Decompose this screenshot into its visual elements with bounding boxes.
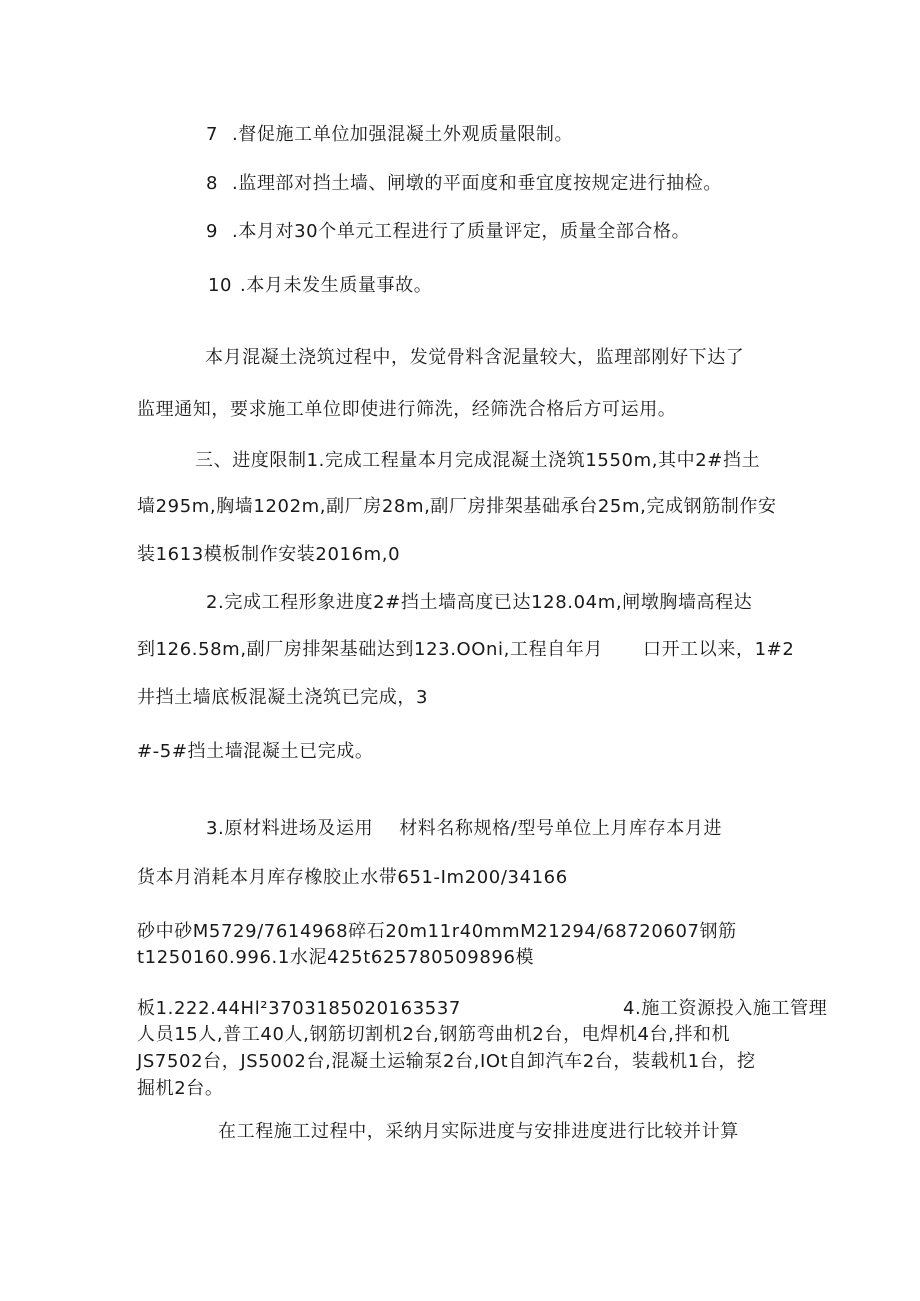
paragraph-line [137,997,827,1021]
paragraph-line: JS7502台，JS5002台,混凝土运输泵2台,IOt自卸汽车2台，装载机1台，挖 [137,1051,756,1072]
item-number: 10 [208,275,233,296]
text-segment: 材料名称规格/型号单位上月库存本月进 [399,818,723,839]
paragraph-line [137,638,794,662]
paragraph-line: 监理通知，要求施工单位即使进行筛洗，经筛洗合格后方可运用。 [137,399,677,420]
text-segment: 3.原材料进场及运用 [206,818,374,839]
paragraph-line: 掘机2台。 [137,1078,224,1099]
item-text: .督促施工单位加强混凝土外观质量限制。 [232,124,574,145]
list-item-8 [206,172,722,196]
text-segment: 4.施工资源投入施工管理 [622,998,828,1019]
paragraph-line: 2.完成工程形象进度2#挡土墙高度已达128.04m,闸墩胸墙高程达 [206,592,753,613]
item-number: 7 [206,124,219,145]
paragraph-line: 货本月消耗本月库存橡胶止水带651-Im200/34166 [137,867,568,888]
paragraph-line: 装1613模板制作安装2016m,0 [137,544,401,565]
section-heading-line: 三、进度限制1.完成工程量本月完成混凝土浇筑1550m,其中2#挡土 [195,450,761,471]
list-item-9 [206,220,690,244]
item-text: .本月对30个单元工程进行了质量评定，质量全部合格。 [232,221,691,242]
paragraph-line: 本月混凝土浇筑过程中，发觉骨料含泥量较大，监理部刚好下达了 [205,347,745,368]
paragraph-line: 砂中砂M5729/7614968碎石20m11r40mmM21294/68720607钢筋 [137,921,737,942]
paragraph-line [206,817,722,841]
item-text: .本月未发生质量事故。 [240,275,433,296]
text-segment: 口开工以来，1#2 [642,639,795,660]
item-number: 9 [206,221,219,242]
paragraph-line: 人员15人,普工40人,钢筋切割机2台,钢筋弯曲机2台，电焊机4台,拌和机 [137,1024,731,1045]
list-item-10 [208,274,432,298]
list-item-7 [206,123,573,147]
paragraph-line: t1250160.996.1水泥425t625780509896模 [137,947,535,968]
item-text: .监理部对挡土墙、闸墩的平面度和垂宜度按规定进行抽检。 [232,173,722,194]
paragraph-line: 井挡土墙底板混凝土浇筑已完成，3 [137,687,429,708]
paragraph-line: 在工程施工过程中，采纳月实际进度与安排进度进行比较并计算 [218,1121,739,1142]
paragraph-line: #-5#挡土墙混凝土已完成。 [137,741,374,762]
item-number: 8 [206,173,219,194]
text-segment: 板1.222.44Hl²3703185020163537 [137,998,461,1019]
text-segment: 到126.58m,副厂房排架基础达到123.OOni,工程自年月 [137,639,603,660]
paragraph-line: 墙295m,胸墙1202m,副厂房28m,副厂房排架基础承台25m,完成钢筋制作安 [137,496,777,517]
